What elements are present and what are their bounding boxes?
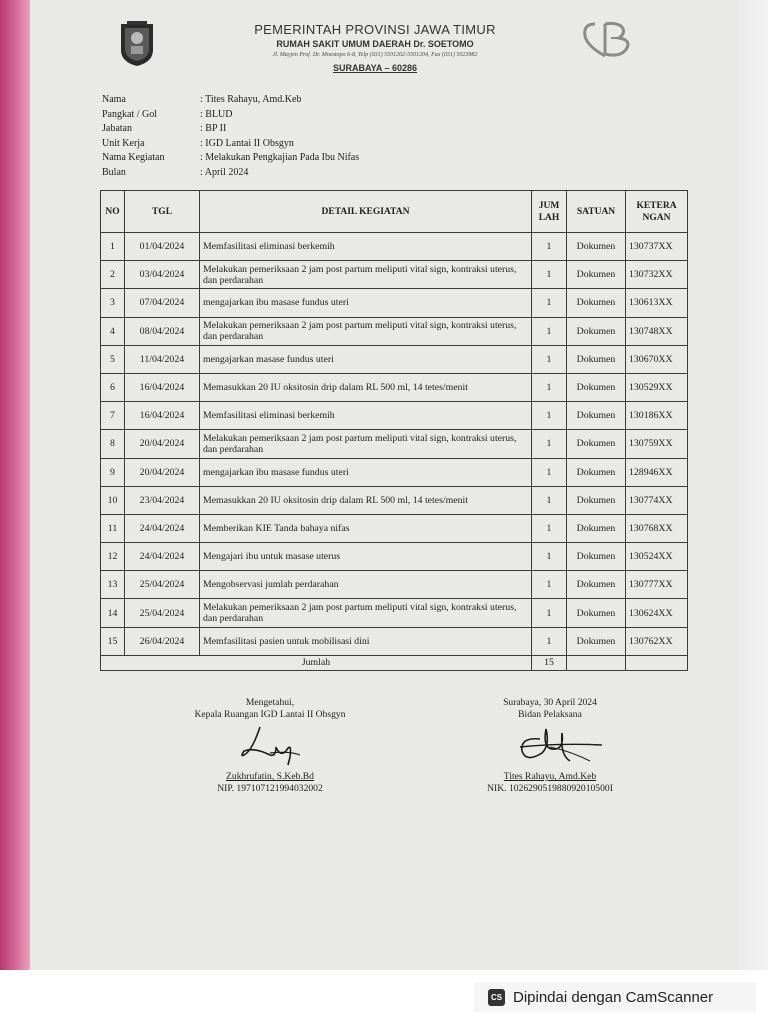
camscanner-badge xyxy=(474,982,756,1012)
row-note: 130529XX xyxy=(626,373,688,401)
row-date: 07/04/2024 xyxy=(125,289,200,317)
sign-left-name: Zukhrufatin, S.Keb.Bd xyxy=(226,771,314,782)
table-row xyxy=(101,599,688,627)
row-no: 1 xyxy=(101,233,125,261)
row-date: 01/04/2024 xyxy=(125,233,200,261)
identity-key: Bulan xyxy=(102,166,126,178)
letterhead-city: SURABAYA – 60286 xyxy=(332,63,418,73)
row-detail: Memberikan KIE Tanda bahaya nifas xyxy=(200,514,532,542)
row-date: 26/04/2024 xyxy=(125,627,200,655)
table-row xyxy=(101,458,688,486)
row-no: 12 xyxy=(101,543,125,571)
row-date: 16/04/2024 xyxy=(125,373,200,401)
row-date: 25/04/2024 xyxy=(125,599,200,627)
row-unit: Dokumen xyxy=(567,402,626,430)
row-quantity: 1 xyxy=(532,627,567,655)
row-no: 9 xyxy=(101,458,125,486)
row-note: 130768XX xyxy=(626,514,688,542)
row-quantity: 1 xyxy=(532,514,567,542)
row-date: 08/04/2024 xyxy=(125,317,200,345)
row-note: 130777XX xyxy=(626,571,688,599)
total-empty-cell xyxy=(567,655,626,670)
row-date: 25/04/2024 xyxy=(125,571,200,599)
row-date: 03/04/2024 xyxy=(125,261,200,289)
activity-table xyxy=(100,190,688,671)
sign-right-line2: Bidan Pelaksana xyxy=(518,709,582,720)
province-emblem-icon xyxy=(117,20,157,68)
row-quantity: 1 xyxy=(532,402,567,430)
camscanner-icon: CS xyxy=(488,989,505,1006)
left-edge-shadow xyxy=(0,0,30,970)
table-body xyxy=(101,233,688,656)
table-row xyxy=(101,627,688,655)
row-unit: Dokumen xyxy=(567,261,626,289)
hospital-logo xyxy=(566,18,656,80)
identity-value: : Melakukan Pengkajian Pada Ibu Nifas xyxy=(200,152,360,164)
row-quantity: 1 xyxy=(532,543,567,571)
row-note: 130624XX xyxy=(626,599,688,627)
row-date: 16/04/2024 xyxy=(125,402,200,430)
row-unit: Dokumen xyxy=(567,458,626,486)
row-no: 6 xyxy=(101,373,125,401)
total-label: Jumlah xyxy=(101,655,532,670)
row-date: 23/04/2024 xyxy=(125,486,200,514)
row-quantity: 1 xyxy=(532,345,567,373)
row-note: 130732XX xyxy=(626,261,688,289)
table-row xyxy=(101,430,688,458)
row-no: 15 xyxy=(101,627,125,655)
table-row xyxy=(101,373,688,401)
identity-row xyxy=(102,151,359,166)
table-row xyxy=(101,543,688,571)
row-detail: Memfasilitasi pasien untuk mobilisasi dini xyxy=(200,627,532,655)
identity-value: : BLUD xyxy=(200,108,233,120)
row-note: 128946XX xyxy=(626,458,688,486)
table-row xyxy=(101,402,688,430)
signature-left xyxy=(170,697,370,795)
row-detail: mengajarkan ibu masase fundus uteri xyxy=(200,458,532,486)
total-row xyxy=(101,655,688,670)
letterhead-government: PEMERINTAH PROVINSI JAWA TIMUR xyxy=(254,22,496,37)
row-no: 5 xyxy=(101,345,125,373)
row-date: 11/04/2024 xyxy=(125,345,200,373)
row-detail: Mengajari ibu untuk masase uterus xyxy=(200,543,532,571)
row-quantity: 1 xyxy=(532,599,567,627)
letterhead-hospital: RUMAH SAKIT UMUM DAERAH Dr. SOETOMO xyxy=(276,39,474,49)
identity-block xyxy=(102,93,359,181)
row-quantity: 1 xyxy=(532,486,567,514)
identity-value: : Tites Rahayu, Amd.Keb xyxy=(200,94,302,105)
row-no: 14 xyxy=(101,599,125,627)
row-detail: Memasukkan 20 IU oksitosin drip dalam RL 500 ml, 14 tetes/menit xyxy=(200,373,532,401)
row-detail: Memfasilitasi eliminasi berkemih xyxy=(200,402,532,430)
row-unit: Dokumen xyxy=(567,373,626,401)
table-row xyxy=(101,289,688,317)
sign-left-line1: Mengetahui, xyxy=(245,697,295,708)
table-row xyxy=(101,514,688,542)
identity-key: Nama Kegiatan xyxy=(102,152,165,164)
row-date: 20/04/2024 xyxy=(125,430,200,458)
identity-key: Jabatan xyxy=(102,123,132,135)
row-unit: Dokumen xyxy=(567,289,626,317)
table-row xyxy=(101,233,688,261)
row-unit: Dokumen xyxy=(567,627,626,655)
row-no: 7 xyxy=(101,402,125,430)
identity-row xyxy=(102,137,359,152)
identity-value: : April 2024 xyxy=(200,166,249,178)
identity-row xyxy=(102,93,359,108)
table-row xyxy=(101,345,688,373)
row-date: 24/04/2024 xyxy=(125,514,200,542)
row-detail: mengajarkan ibu masase fundus uteri xyxy=(200,289,532,317)
row-no: 2 xyxy=(101,261,125,289)
row-detail: Melakukan pemeriksaan 2 jam post partum meliputi vital sign, kontraksi uterus, dan perdarahan xyxy=(200,430,532,458)
row-no: 4 xyxy=(101,317,125,345)
table-row xyxy=(101,571,688,599)
handwritten-signature-right-icon xyxy=(490,721,610,767)
row-unit: Dokumen xyxy=(567,430,626,458)
row-detail: Memfasilitasi eliminasi berkemih xyxy=(200,233,532,261)
row-quantity: 1 xyxy=(532,261,567,289)
row-date: 20/04/2024 xyxy=(125,458,200,486)
row-quantity: 1 xyxy=(532,430,567,458)
row-unit: Dokumen xyxy=(567,599,626,627)
right-edge-margin xyxy=(738,0,768,970)
identity-key: Pangkat / Gol xyxy=(102,108,157,120)
row-quantity: 1 xyxy=(532,373,567,401)
identity-value: : BP II xyxy=(200,123,227,135)
total-value: 15 xyxy=(532,655,567,670)
table-row xyxy=(101,261,688,289)
header-tgl: TGL xyxy=(125,191,200,233)
row-unit: Dokumen xyxy=(567,486,626,514)
letterhead xyxy=(180,22,570,73)
row-detail: Melakukan pemeriksaan 2 jam post partum meliputi vital sign, kontraksi uterus, dan perdarahan xyxy=(200,261,532,289)
row-note: 130737XX xyxy=(626,233,688,261)
table-row xyxy=(101,317,688,345)
row-detail: mengajarkan masase fundus uteri xyxy=(200,345,532,373)
row-note: 130748XX xyxy=(626,317,688,345)
row-note: 130613XX xyxy=(626,289,688,317)
row-quantity: 1 xyxy=(532,317,567,345)
hospital-logo-icon xyxy=(581,18,641,62)
row-note: 130774XX xyxy=(626,486,688,514)
header-no: NO xyxy=(101,191,125,233)
row-date: 24/04/2024 xyxy=(125,543,200,571)
header-jumlah: JUM LAH xyxy=(532,191,567,233)
row-no: 8 xyxy=(101,430,125,458)
identity-key: Unit Kerja xyxy=(102,137,145,149)
sign-right-id: NIK. 102629051988092010500I xyxy=(487,783,613,794)
header-satuan: SATUAN xyxy=(567,191,626,233)
row-detail: Memasukkan 20 IU oksitosin drip dalam RL 500 ml, 14 tetes/menit xyxy=(200,486,532,514)
identity-key: Nama xyxy=(102,94,126,105)
row-unit: Dokumen xyxy=(567,317,626,345)
row-note: 130186XX xyxy=(626,402,688,430)
row-note: 130670XX xyxy=(626,345,688,373)
identity-row xyxy=(102,166,359,181)
row-quantity: 1 xyxy=(532,289,567,317)
identity-row xyxy=(102,122,359,137)
header-detail: DETAIL KEGIATAN xyxy=(200,191,532,233)
row-note: 130762XX xyxy=(626,627,688,655)
row-unit: Dokumen xyxy=(567,233,626,261)
row-no: 11 xyxy=(101,514,125,542)
camscanner-text: Dipindai dengan CamScanner xyxy=(513,988,714,1006)
row-quantity: 1 xyxy=(532,571,567,599)
row-note: 130524XX xyxy=(626,543,688,571)
row-no: 13 xyxy=(101,571,125,599)
row-note: 130759XX xyxy=(626,430,688,458)
row-no: 3 xyxy=(101,289,125,317)
table-header-row xyxy=(101,191,688,233)
sign-left-id: NIP. 197107121994032002 xyxy=(217,783,323,794)
identity-value: : IGD Lantai II Obsgyn xyxy=(200,137,294,149)
sign-left-line2: Kepala Ruangan IGD Lantai II Obsgyn xyxy=(194,709,346,720)
row-quantity: 1 xyxy=(532,233,567,261)
total-empty-cell xyxy=(626,655,688,670)
identity-row xyxy=(102,108,359,123)
sign-right-name: Tites Rahayu, Amd.Keb xyxy=(503,771,597,782)
row-detail: Mengobservasi jumlah perdarahan xyxy=(200,571,532,599)
table-row xyxy=(101,486,688,514)
row-unit: Dokumen xyxy=(567,543,626,571)
row-no: 10 xyxy=(101,486,125,514)
sign-right-line1: Surabaya, 30 April 2024 xyxy=(503,697,597,708)
signature-right xyxy=(445,697,655,795)
row-quantity: 1 xyxy=(532,458,567,486)
row-detail: Melakukan pemeriksaan 2 jam post partum meliputi vital sign, kontraksi uterus, dan perdarahan xyxy=(200,599,532,627)
row-detail: Melakukan pemeriksaan 2 jam post partum meliputi vital sign, kontraksi uterus, dan perdarahan xyxy=(200,317,532,345)
row-unit: Dokumen xyxy=(567,571,626,599)
header-keterangan: KETERA NGAN xyxy=(626,191,688,233)
row-unit: Dokumen xyxy=(567,514,626,542)
row-unit: Dokumen xyxy=(567,345,626,373)
handwritten-signature-left-icon xyxy=(230,721,310,767)
letterhead-address: Jl. Mayjen Prof. Dr. Moestopo 6-8, Telp (031) 5501202-5501204, Fax (031) 5023982 xyxy=(272,52,478,58)
